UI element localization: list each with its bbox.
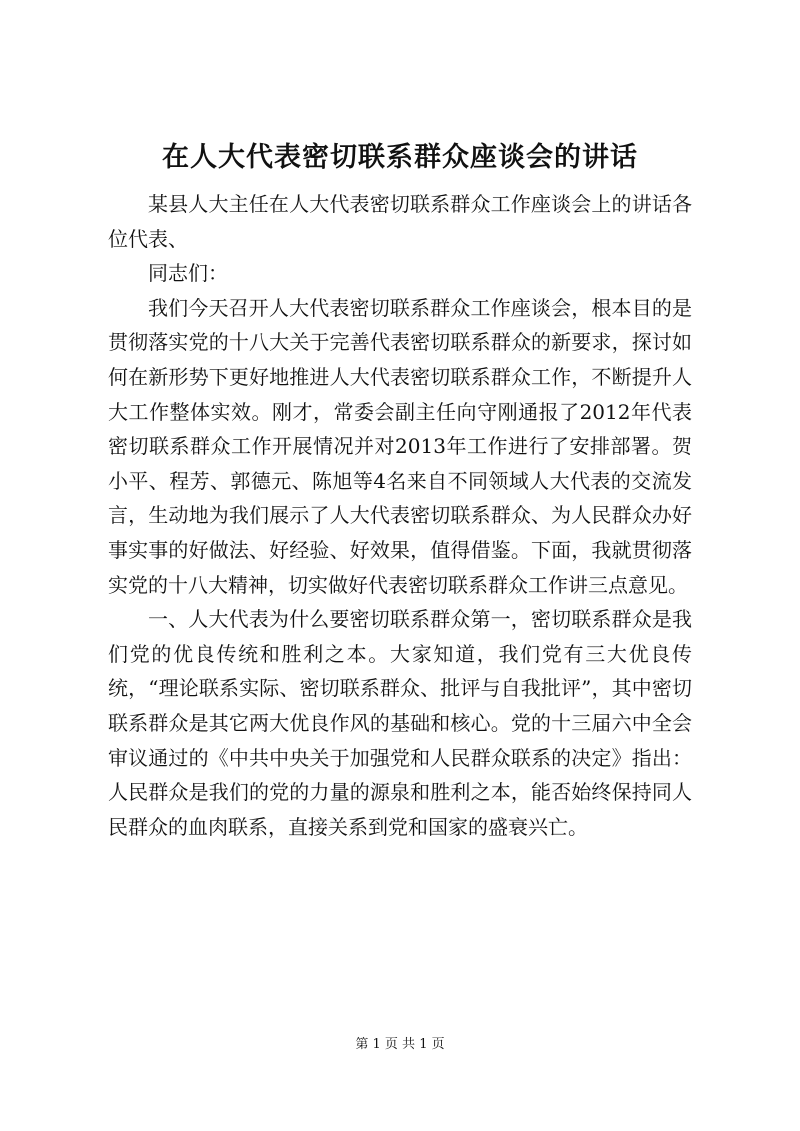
page-number-footer: 第 1 页 共 1 页 bbox=[355, 1037, 445, 1052]
paragraph-section-one: 一、人大代表为什么要密切联系群众第一，密切联系群众是我们党的优良传统和胜利之本。大家知道，我们党有三大优良传统，“理论联系实际、密切联系群众、批评与自我批评”，其中密切联系群众是其它两大优良作风的基础和核心。党的十三届六中全会审议通过的《中共中央关于加强党和人民群众联系的决定》指出：人民群众是我们的党的力量的源泉和胜利之本，能否始终保持同人民群众的血肉联系，直接关系到党和国家的盛衰兴亡。 bbox=[108, 607, 692, 839]
paragraph-intro: 某县人大主任在人大代表密切联系群众工作座谈会上的讲话各位代表、 bbox=[108, 192, 692, 251]
paragraph-purpose: 我们今天召开人大代表密切联系群众工作座谈会，根本目的是贯彻落实党的十八大关于完善代表密切联系群众的新要求，探讨如何在新形势下更好地推进人大代表密切联系群众工作，不断提升人大工作整体实效。刚才，常委会副主任向守刚通报了2012年代表密切联系群众工作开展情况并对2013年工作进行了安排部署。贺小平、程芳、郭德元、陈旭等4名来自不同领域人大代表的交流发言，生动地为我们展示了人大代表密切联系群众、为人民群众办好事实事的好做法、好经验、好效果，值得借鉴。下面，我就贯彻落实党的十八大精神，切实做好代表密切联系群众工作讲三点意见。 bbox=[108, 295, 692, 597]
paragraph-salutation: 同志们： bbox=[148, 261, 228, 286]
document-title: 在人大代表密切联系群众座谈会的讲话 bbox=[162, 142, 638, 173]
document-body bbox=[108, 187, 692, 844]
